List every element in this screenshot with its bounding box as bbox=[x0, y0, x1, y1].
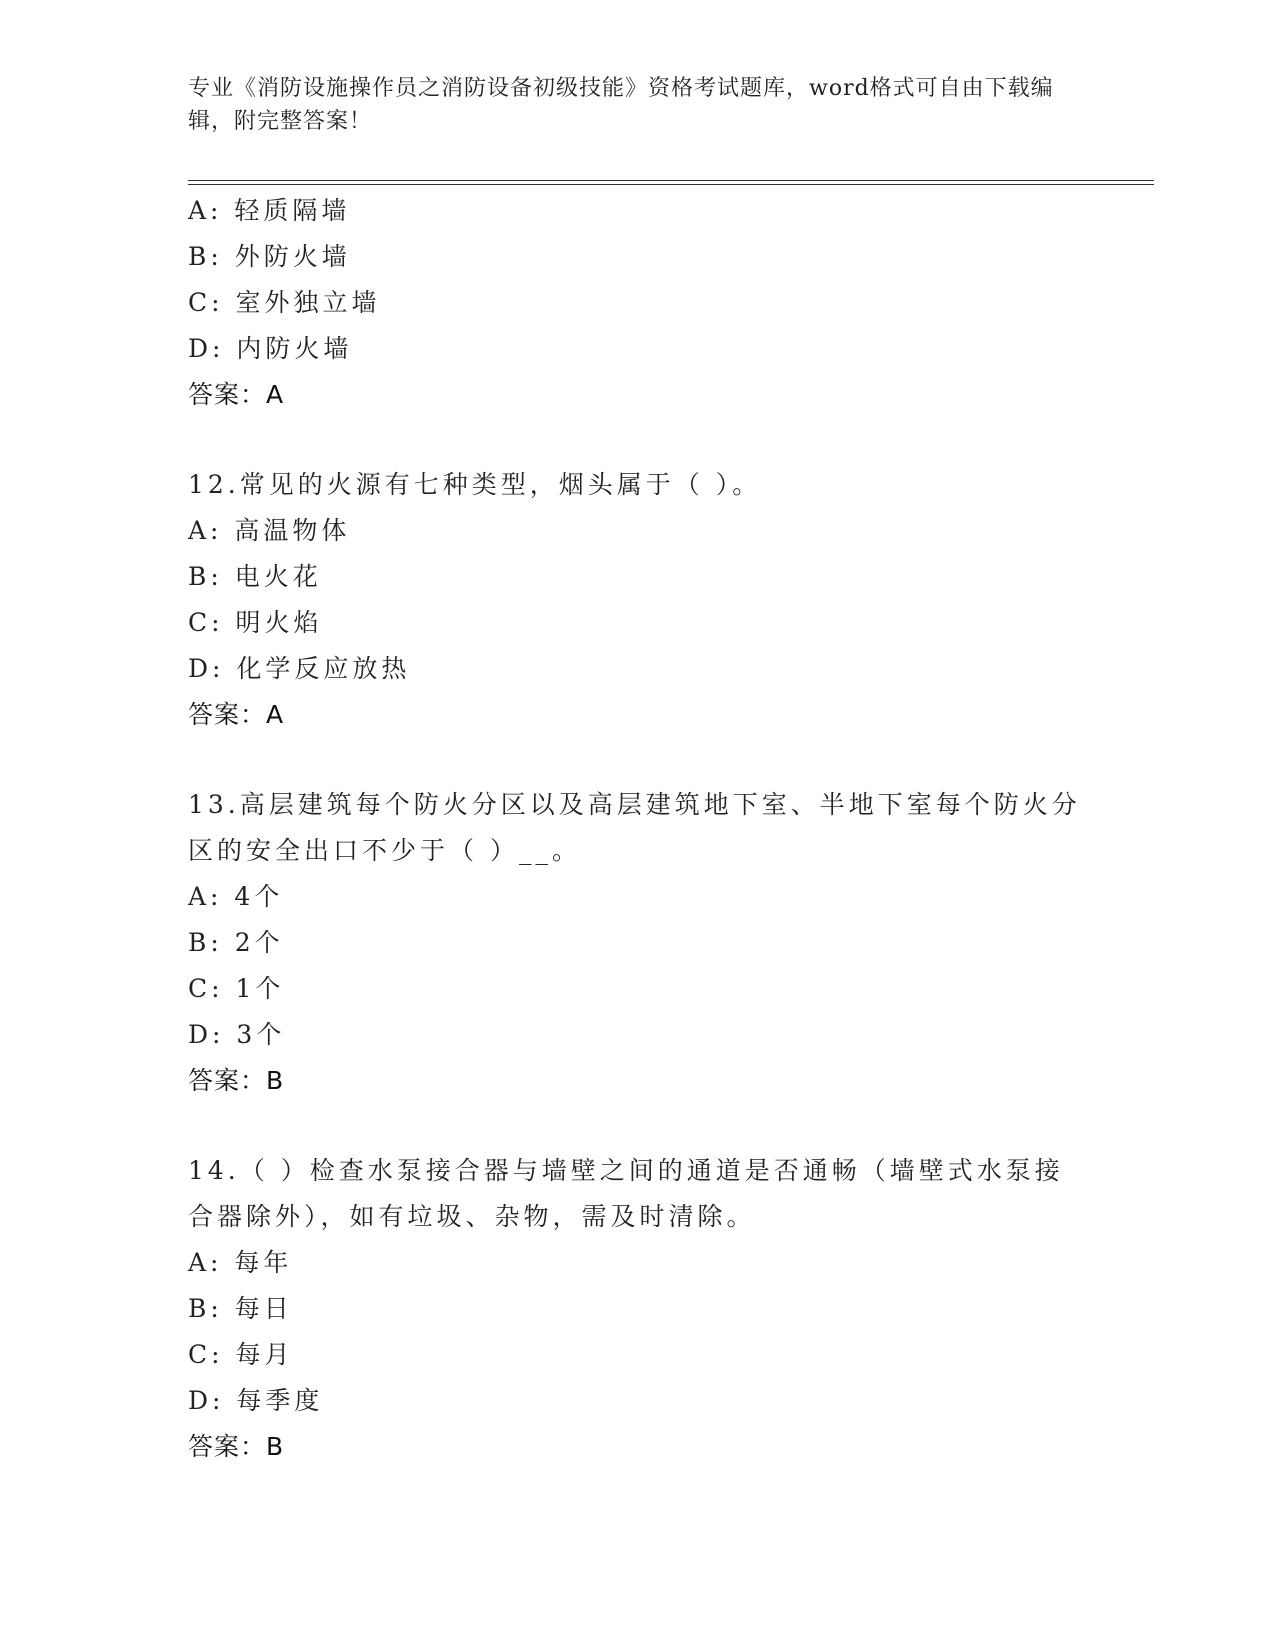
question-11-continuation bbox=[188, 188, 1088, 418]
question-text: 13.高层建筑每个防火分区以及高层建筑地下室、半地下室每个防火分区的安全出口不少于（ ）__。 bbox=[188, 790, 1081, 865]
option-a: A: 轻质隔墙 bbox=[188, 196, 351, 225]
question-12 bbox=[188, 462, 1088, 738]
question-13 bbox=[188, 782, 1088, 1104]
option-d: D: 每季度 bbox=[188, 1386, 324, 1415]
document-header: 专业《消防设施操作员之消防设备初级技能》资格考试题库，word格式可自由下载编辑，附完整答案！ bbox=[188, 76, 1054, 134]
spacer bbox=[188, 418, 1088, 462]
option-c: C: 室外独立墙 bbox=[188, 288, 381, 317]
answer-line: 答案：A bbox=[188, 380, 285, 409]
spacer bbox=[188, 738, 1088, 782]
answer-line: 答案：B bbox=[188, 1432, 285, 1461]
question-14 bbox=[188, 1148, 1088, 1470]
header-divider-bottom bbox=[188, 184, 1154, 185]
option-a: A: 4个 bbox=[188, 882, 284, 911]
option-b: B: 外防火墙 bbox=[188, 242, 351, 271]
question-text: 12.常见的火源有七种类型，烟头属于（ ）。 bbox=[188, 470, 762, 499]
spacer bbox=[188, 1104, 1088, 1148]
question-text: 14.（ ）检查水泵接合器与墙壁之间的通道是否通畅（墙壁式水泵接合器除外），如有垃圾、杂物，需及时清除。 bbox=[188, 1156, 1064, 1231]
header-divider-top bbox=[188, 180, 1154, 181]
option-c: C: 每月 bbox=[188, 1340, 294, 1369]
answer-line: 答案：A bbox=[188, 700, 285, 729]
option-d: D: 3个 bbox=[188, 1020, 286, 1049]
option-d: D: 化学反应放热 bbox=[188, 654, 411, 683]
option-a: A: 每年 bbox=[188, 1248, 293, 1277]
option-b: B: 电火花 bbox=[188, 562, 322, 591]
option-b: B: 每日 bbox=[188, 1294, 293, 1323]
answer-line: 答案：B bbox=[188, 1066, 285, 1095]
option-a: A: 高温物体 bbox=[188, 516, 351, 545]
option-b: B: 2个 bbox=[188, 928, 284, 957]
option-d: D: 内防火墙 bbox=[188, 334, 353, 363]
option-c: C: 明火焰 bbox=[188, 608, 323, 637]
question-list bbox=[188, 188, 1088, 1470]
option-c: C: 1个 bbox=[188, 974, 285, 1003]
